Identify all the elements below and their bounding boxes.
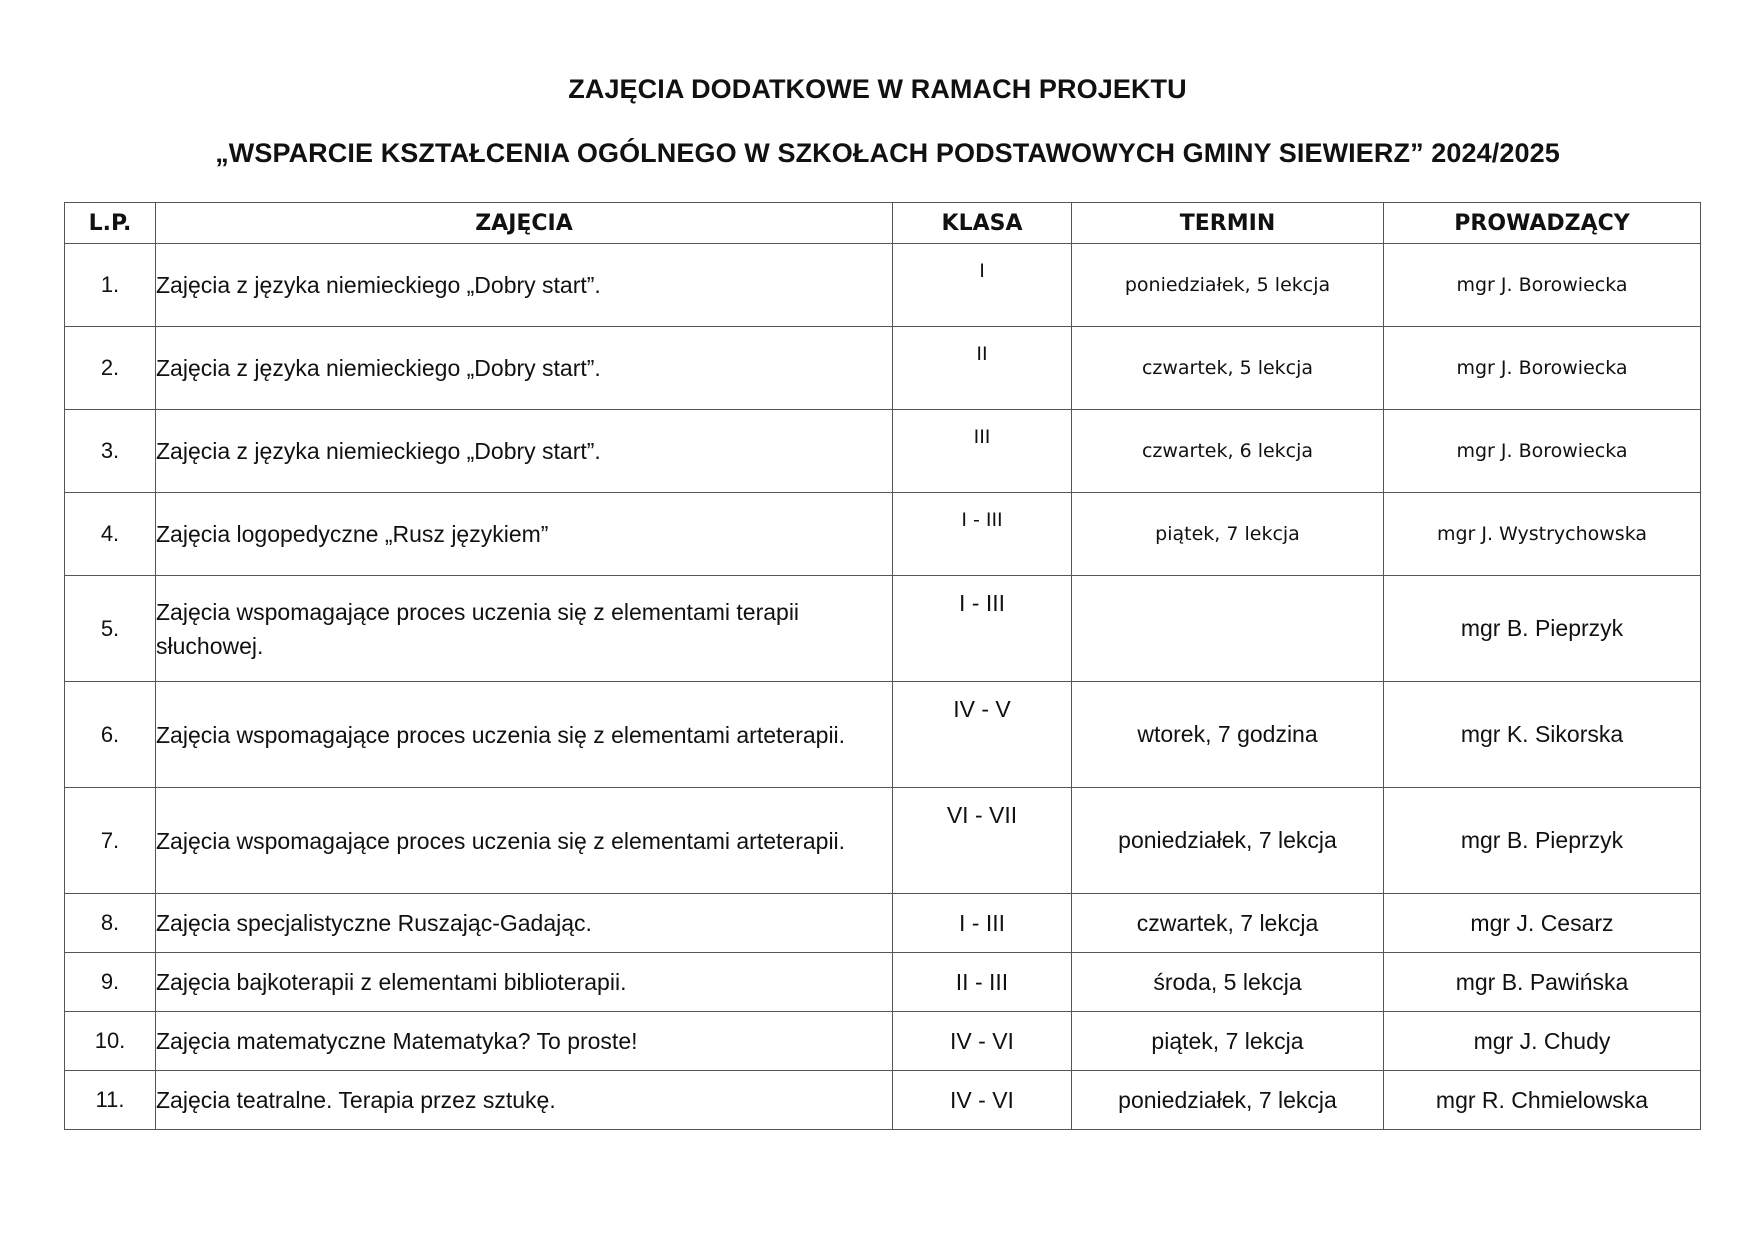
header-zajecia: ZAJĘCIA: [156, 203, 893, 244]
schedule-term: poniedziałek, 7 lekcja: [1072, 788, 1384, 894]
table-row: [65, 894, 1701, 953]
row-number: 9.: [65, 953, 156, 1012]
schedule-term: środa, 5 lekcja: [1072, 953, 1384, 1012]
schedule-term: poniedziałek, 5 lekcja: [1072, 244, 1384, 327]
header-termin: TERMIN: [1072, 203, 1384, 244]
teacher-name: mgr J. Borowiecka: [1384, 327, 1701, 410]
teacher-name: mgr J. Chudy: [1384, 1012, 1701, 1071]
table-row: [65, 1012, 1701, 1071]
document-title: ZAJĘCIA DODATKOWE W RAMACH PROJEKTU: [568, 74, 1187, 104]
teacher-name: mgr J. Wystrychowska: [1384, 493, 1701, 576]
teacher-name: mgr K. Sikorska: [1384, 682, 1701, 788]
table-row: [65, 244, 1701, 327]
teacher-name: mgr J. Cesarz: [1384, 894, 1701, 953]
teacher-name: mgr B. Pieprzyk: [1384, 576, 1701, 682]
row-number: 10.: [65, 1012, 156, 1071]
row-number: 8.: [65, 894, 156, 953]
row-number: 6.: [65, 682, 156, 788]
schedule-term: piątek, 7 lekcja: [1072, 1012, 1384, 1071]
activity-name: Zajęcia matematyczne Matematyka? To proste!: [156, 1012, 893, 1071]
table-row: [65, 576, 1701, 682]
table-row: [65, 1071, 1701, 1130]
row-number: 3.: [65, 410, 156, 493]
schedule-table: [64, 202, 1701, 1130]
row-number: 7.: [65, 788, 156, 894]
header-klasa: KLASA: [893, 203, 1072, 244]
activity-name: Zajęcia wspomagające proces uczenia się z elementami terapii słuchowej.: [156, 576, 893, 682]
row-number: 2.: [65, 327, 156, 410]
row-number: 5.: [65, 576, 156, 682]
class-level: I - III: [893, 894, 1072, 953]
schedule-term: poniedziałek, 7 lekcja: [1072, 1071, 1384, 1130]
table-header-row: [65, 203, 1701, 244]
activity-name: Zajęcia z języka niemieckiego „Dobry start”.: [156, 410, 893, 493]
activity-name: Zajęcia wspomagające proces uczenia się z elementami arteterapii.: [156, 682, 893, 788]
table-row: [65, 493, 1701, 576]
header-lp: L.P.: [65, 203, 156, 244]
header-prowadzacy: PROWADZĄCY: [1384, 203, 1701, 244]
row-number: 1.: [65, 244, 156, 327]
class-level: I: [893, 244, 1072, 327]
activity-name: Zajęcia teatralne. Terapia przez sztukę.: [156, 1071, 893, 1130]
teacher-name: mgr J. Borowiecka: [1384, 410, 1701, 493]
activity-name: Zajęcia logopedyczne „Rusz językiem”: [156, 493, 893, 576]
schedule-term: wtorek, 7 godzina: [1072, 682, 1384, 788]
class-level: IV - V: [893, 682, 1072, 788]
schedule-term: czwartek, 6 lekcja: [1072, 410, 1384, 493]
table-row: [65, 327, 1701, 410]
table-row: [65, 410, 1701, 493]
teacher-name: mgr R. Chmielowska: [1384, 1071, 1701, 1130]
schedule-term: czwartek, 7 lekcja: [1072, 894, 1384, 953]
schedule-term: czwartek, 5 lekcja: [1072, 327, 1384, 410]
class-level: III: [893, 410, 1072, 493]
teacher-name: mgr B. Pawińska: [1384, 953, 1701, 1012]
teacher-name: mgr J. Borowiecka: [1384, 244, 1701, 327]
class-level: II - III: [893, 953, 1072, 1012]
class-level: I - III: [893, 576, 1072, 682]
class-level: II: [893, 327, 1072, 410]
table-row: [65, 788, 1701, 894]
table-row: [65, 682, 1701, 788]
activity-name: Zajęcia specjalistyczne Ruszając-Gadając.: [156, 894, 893, 953]
schedule-term: [1072, 576, 1384, 682]
row-number: 4.: [65, 493, 156, 576]
class-level: IV - VI: [893, 1012, 1072, 1071]
schedule-term: piątek, 7 lekcja: [1072, 493, 1384, 576]
row-number: 11.: [65, 1071, 156, 1130]
activity-name: Zajęcia bajkoterapii z elementami biblioterapii.: [156, 953, 893, 1012]
activity-name: Zajęcia wspomagające proces uczenia się z elementami arteterapii.: [156, 788, 893, 894]
document-subtitle: „WSPARCIE KSZTAŁCENIA OGÓLNEGO W SZKOŁACH PODSTAWOWYCH GMINY SIEWIERZ” 2024/2025: [215, 138, 1560, 168]
activity-name: Zajęcia z języka niemieckiego „Dobry start”.: [156, 327, 893, 410]
class-level: I - III: [893, 493, 1072, 576]
table-row: [65, 953, 1701, 1012]
class-level: VI - VII: [893, 788, 1072, 894]
activity-name: Zajęcia z języka niemieckiego „Dobry start”.: [156, 244, 893, 327]
class-level: IV - VI: [893, 1071, 1072, 1130]
teacher-name: mgr B. Pieprzyk: [1384, 788, 1701, 894]
